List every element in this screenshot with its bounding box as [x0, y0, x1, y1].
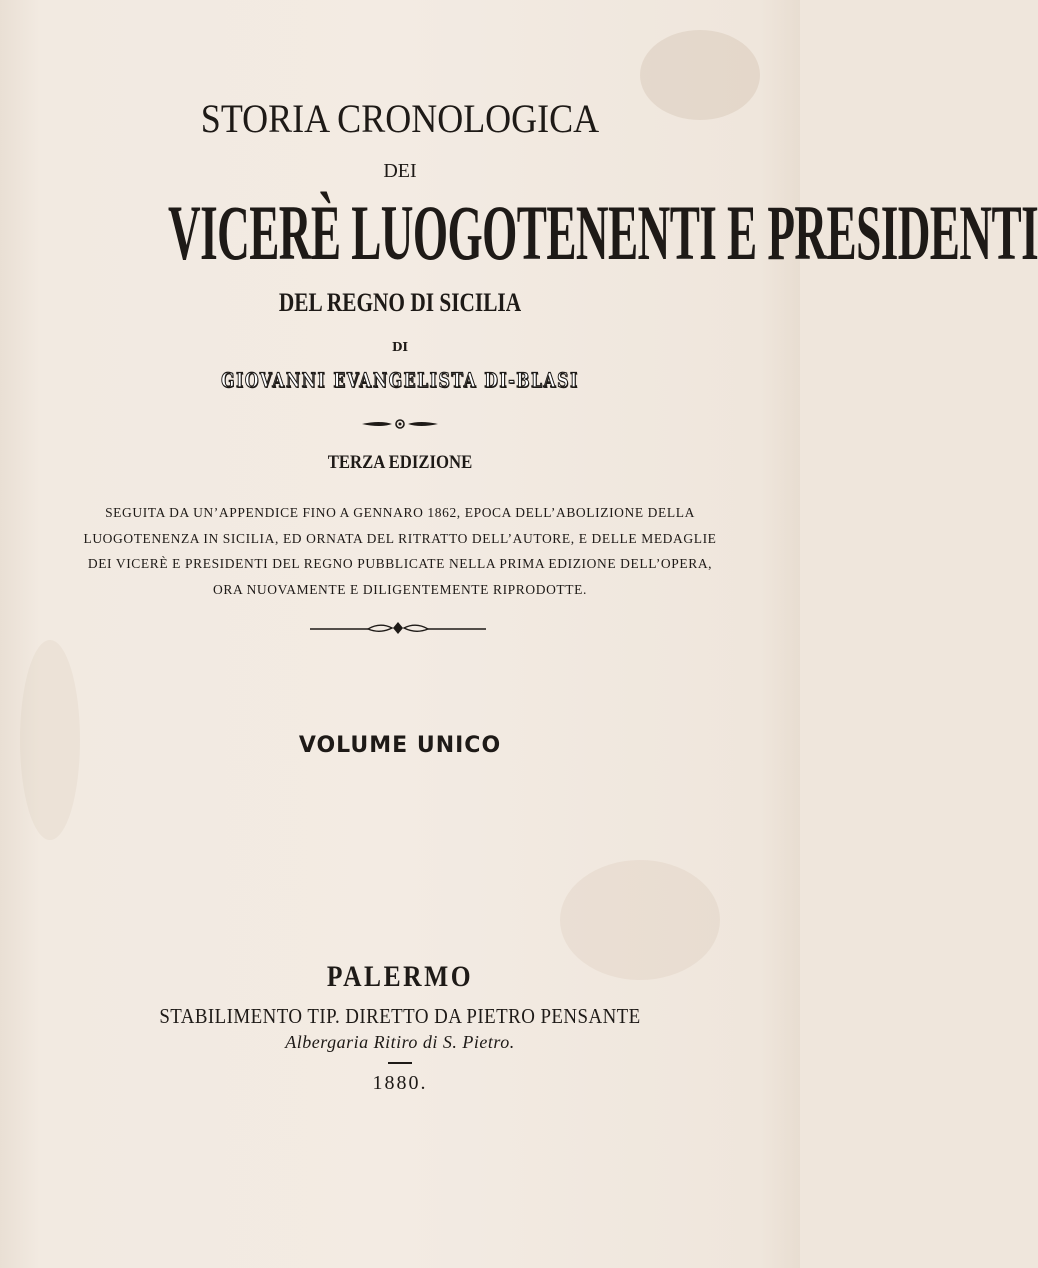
edition: TERZA EDIZIONE: [327, 452, 473, 473]
imprint-year: 1880.: [372, 1072, 428, 1094]
title-line-1: STORIA CRONOLOGICA: [200, 96, 600, 141]
imprint-address: Albergaria Ritiro di S. Pietro.: [285, 1032, 515, 1052]
title-line-2: DEI: [383, 160, 417, 182]
volume-label: VOLUME UNICO: [298, 733, 502, 758]
description: [80, 500, 720, 602]
main-title: VICERÈ LUOGOTENENTI E PRESIDENTI: [168, 189, 1038, 276]
description-line: LUOGOTENENZA IN SICILIA, ED ORNATA DEL RITRATTO DELL’AUTORE, E DELLE MEDAGLIE: [83, 530, 717, 546]
description-line: ORA NUOVAMENTE E DILIGENTEMENTE RIPRODOTTE.: [213, 581, 587, 597]
imprint-printer: STABILIMENTO TIP. DIRETTO DA PIETRO PENSANTE: [159, 1004, 641, 1028]
author-name: GIOVANNI EVANGELISTA DI-BLASI: [221, 368, 579, 392]
description-line: SEGUITA DA UN’APPENDICE FINO A GENNARO 1862, EPOCA DELL’ABOLIZIONE DELLA: [105, 505, 695, 520]
description-line: DEI VICERÈ E PRESIDENTI DEL REGNO PUBBLICATE NELLA PRIMA EDIZIONE DELL’OPERA,: [87, 556, 713, 571]
ornament-divider-icon: [360, 414, 440, 434]
ornament-rule-icon: [308, 618, 488, 638]
title-line-4: DEL REGNO DI SICILIA: [278, 288, 522, 317]
imprint-city: PALERMO: [326, 960, 474, 993]
divider: [388, 1062, 412, 1064]
author-prefix: DI: [391, 340, 409, 354]
